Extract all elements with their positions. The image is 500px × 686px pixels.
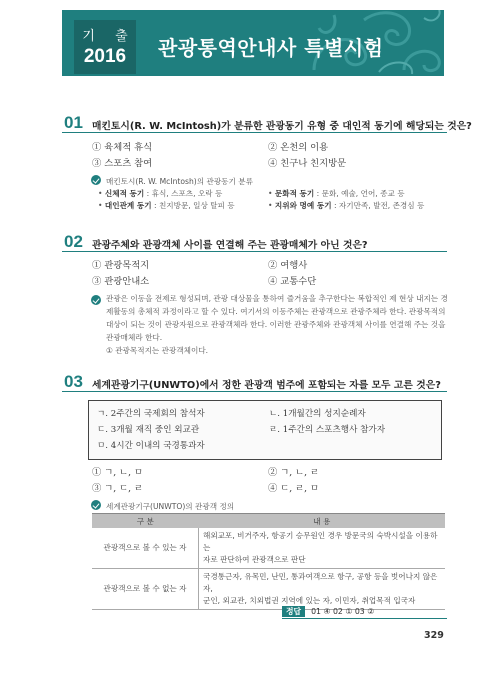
note-item: • 문화적 동기 : 문화, 예술, 언어, 종교 등 <box>268 189 405 198</box>
box-item: ㄷ. 3개월 재직 중인 외교관 <box>97 425 200 435</box>
option-1-3: ③ 스포츠 참여 <box>92 158 153 169</box>
check-icon <box>91 500 101 510</box>
box-item: ㅁ. 4시간 이내의 국경통과자 <box>97 441 205 451</box>
box-item: ㄹ. 1주간의 스포츠행사 참가자 <box>269 425 386 435</box>
check-icon <box>91 175 101 185</box>
page-title: 관광통역안내사 특별시험 <box>158 36 384 60</box>
option-1-1: ① 육체적 휴식 <box>92 142 153 153</box>
note-title-3: 세계관광기구(UNWTO)의 관광객 정의 <box>106 502 235 511</box>
option-3-3: ③ ㄱ, ㄷ, ㄹ <box>92 483 144 494</box>
note-item: • 신체적 동기 : 휴식, 스포츠, 오락 등 <box>98 189 223 198</box>
table-row <box>92 528 445 569</box>
table-header: 내 용 <box>199 514 446 529</box>
table-cell: 국경통근자, 유목민, 난민, 통과여객으로 항구, 공항 등을 벗어나지 않은 자, 군인, 외교관, 치외법권 지역에 있는 자, 이민자, 취업목적 입국자 <box>199 569 446 610</box>
table-header-row <box>92 514 445 529</box>
explanation-2: 관광은 이동을 전제로 형성되며, 관광 대상물을 통하여 즐거움을 추구한다는 복합적인 제 현상 내지는 경 제활동의 총체적 과정이라고 할 수 있다. 여기서의 이동주체는 관광객으로 관광주체라 한다. 관광목적의 대상이 되는 것이 관광자원으로 관광객체라 한다. 이러한 관광주체와 관광객체 사이를 연결해 주는 것을 관광매체라 한다. ① 관광목적지는 관광객체이다. <box>106 294 448 355</box>
option-2-1: ① 관광목적지 <box>92 260 150 271</box>
table-header: 구 분 <box>92 514 199 529</box>
check-icon <box>91 295 101 305</box>
answer-key <box>282 606 374 617</box>
note-item: • 대인관계 동기 : 친지방문, 일상 탈피 등 <box>98 201 235 210</box>
note-item: • 지위와 명예 동기 : 자기만족, 발전, 존경심 등 <box>268 201 425 210</box>
option-2-4: ④ 교통수단 <box>268 276 317 287</box>
option-3-2: ② ㄱ, ㄴ, ㄹ <box>268 467 320 478</box>
option-1-2: ② 온천의 이용 <box>268 142 329 153</box>
question-text-3: 세계관광기구(UNWTO)에서 정한 관광객 범주에 포함되는 자를 모두 고른 것은? <box>92 380 441 391</box>
option-1-4: ④ 친구나 친지방문 <box>268 158 347 169</box>
option-2-2: ② 여행사 <box>268 260 308 271</box>
question-number-1: 01 <box>64 113 83 132</box>
question-number-2: 02 <box>64 232 83 251</box>
box-item: ㄱ. 2주간의 국제회의 참석자 <box>97 409 205 419</box>
table-row <box>92 569 445 610</box>
definition-table <box>92 513 445 610</box>
question-text-2: 관광주체와 관광객체 사이를 연결해 주는 관광매체가 아닌 것은? <box>92 240 368 251</box>
box-item: ㄴ. 1개월간의 성지순례자 <box>269 409 366 419</box>
answer-text: 01 ④ 02 ① 03 ② <box>311 607 375 616</box>
exam-year-badge <box>74 20 136 74</box>
question-number-3: 03 <box>64 372 83 391</box>
answer-badge: 정답 <box>282 606 305 617</box>
table-cell: 관광객으로 볼 수 없는 자 <box>92 569 199 610</box>
option-3-4: ④ ㄷ, ㄹ, ㅁ <box>268 483 320 494</box>
page-number: 329 <box>424 630 444 641</box>
answer-divider <box>282 618 447 619</box>
question-text-1: 매킨토시(R. W. McIntosh)가 분류한 관광동기 유형 중 대인적 동기에 해당되는 것은? <box>92 121 472 132</box>
question-divider <box>62 132 447 133</box>
choice-box <box>88 400 442 460</box>
table-cell: 관광객으로 볼 수 있는 자 <box>92 528 199 569</box>
option-3-1: ① ㄱ, ㄴ, ㅁ <box>92 467 144 478</box>
question-divider <box>62 391 447 392</box>
table-cell: 해외교포, 비거주자, 항공기 승무원인 경우 방문국의 숙박시설을 이용하는 자로 판단하여 관광객으로 판단 <box>199 528 446 569</box>
exam-year: 2016 <box>83 46 127 67</box>
note-title-1: 매킨토시(R. W. McIntosh)의 관광동기 분류 <box>106 177 253 186</box>
option-2-3: ③ 관광안내소 <box>92 276 150 287</box>
exam-label: 기 출 <box>82 29 136 44</box>
question-divider <box>62 251 447 252</box>
